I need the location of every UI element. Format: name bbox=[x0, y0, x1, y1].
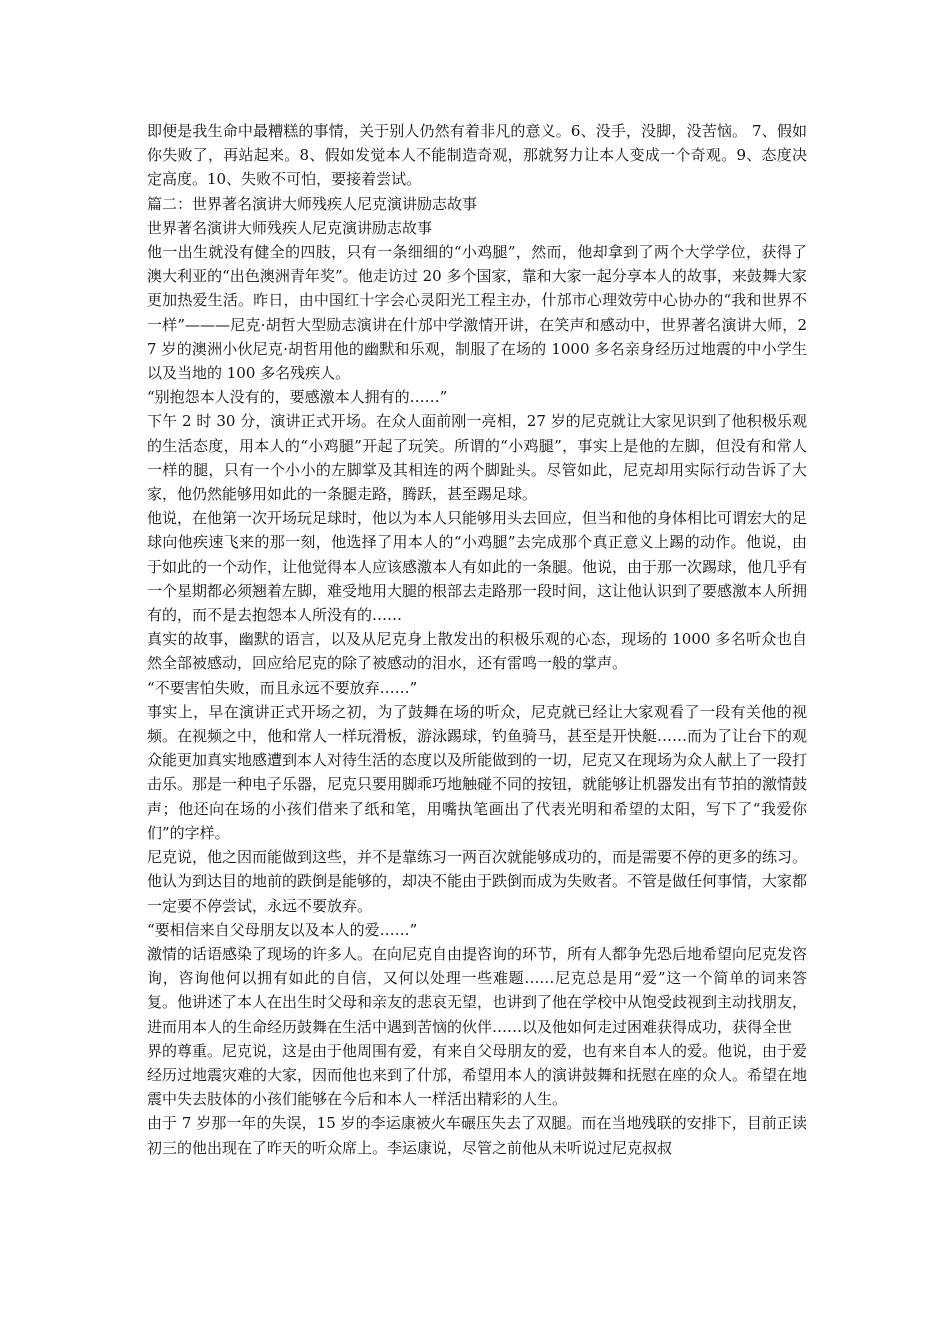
paragraph: 他一出生就没有健全的四肢，只有一条细细的“小鸡腿”，然而，他却拿到了两个大学学位，获得了澳大利亚的“出色澳洲青年奖”。他走访过 20 多个国家，靠和大家一起分享本人的故事，来鼓舞大家更加热爱生活。昨日，由中国红十字会心灵阳光工程主办，什邡市心理效劳中心协办的“我和世界不一样”———尼克·胡哲大型励志演讲在什邡中学激情开讲，在笑声和感动中，世界著名演讲大师，27 岁的澳洲小伙尼克·胡哲用他的幽默和乐观，制服了在场的 1000 多名亲身经历过地震的中小学生以及当地的 100 多名残疾人。 bbox=[147, 243, 807, 383]
quote-heading: “别抱怨本人没有的，要感激本人拥有的……” bbox=[147, 388, 448, 407]
paragraph: 激情的话语感染了现场的许多人。在向尼克自由提咨询的环节，所有人都争先恐后地希望向尼克发咨询，咨询他何以拥有如此的自信，又何以处理一些难题……尼克总是用“爱”这一个简单的词来答复。他讲述了本人在出生时父母和亲友的悲哀无望，也讲到了他在学校中从饱受歧视到主动找朋友，进而用本人的生命经历鼓舞在生活中遇到苦恼的伙伴……以及他如何走过困难获得成功，获得全世 bbox=[147, 944, 808, 1036]
article-title: 世界著名演讲大师残疾人尼克演讲励志故事 bbox=[147, 218, 433, 237]
paragraph-intro-list: 即便是我生命中最糟糕的事情，关于别人仍然有着非凡的意义。6、没手，没脚，没苦恼。 7、假如你失败了，再站起来。8、假如发觉本人不能制造奇观，那就努力让本人变成一个奇观。9、态度决定高度。10、失败不可怕，要接着尝试。 bbox=[147, 122, 807, 189]
document-body bbox=[147, 119, 807, 1160]
paragraph: 下午 2 时 30 分，演讲正式开场。在众人面前刚一亮相，27 岁的尼克就让大家见识到了他积极乐观的生活态度，用本人的“小鸡腿”开起了玩笑。所谓的“小鸡腿”，事实上是他的左脚，但没有和常人一样的腿，只有一个小小的左脚掌及其相连的两个脚趾头。尽管如此，尼克却用实际行动告诉了大家，他仍然能够用如此的一条腿走路，腾跃，甚至踢足球。 bbox=[147, 412, 807, 504]
paragraph: 由于 7 岁那一年的失误，15 岁的李运康被火车碾压失去了双腿。而在当地残联的安排下，目前正读初三的他出现在了昨天的听众席上。李运康说，尽管之前他从未听说过尼克叔叔 bbox=[147, 1114, 807, 1157]
paragraph: 真实的故事，幽默的语言，以及从尼克身上散发出的积极乐观的心态，现场的 1000 多名听众也自然全部被感动，回应给尼克的除了被感动的泪水，还有雷鸣一般的掌声。 bbox=[147, 630, 807, 673]
paragraph: 界的尊重。尼克说，这是由于他周围有爱，有来自父母朋友的爱，也有来自本人的爱。他说，由于爱经历过地震灾难的大家，因而他也来到了什邡，希望用本人的演讲鼓舞和抚慰在座的众人。希望在地震中失去肢体的小孩们能够在今后和本人一样活出精彩的人生。 bbox=[147, 1041, 808, 1109]
quote-heading: “不要害怕失败，而且永远不要放弃……” bbox=[147, 678, 418, 697]
paragraph: 他说，在他第一次开场玩足球时，他以为本人只能够用头去回应，但当和他的身体相比可谓宏大的足球向他疾速飞来的那一刻，他选择了用本人的“小鸡腿”去完成那个真正意义上踢的动作。他说，由于如此的一个动作，让他觉得本人应该感激本人有如此的一条腿。他说，由于那一次踢球，他几乎有一个星期都必须翘着左脚，难受地用大腿的根部去走路那一段时间，这让他认识到了要感激本人所拥有的，而不是去抱怨本人所没有的…… bbox=[147, 509, 808, 625]
section-heading: 篇二：世界著名演讲大师残疾人尼克演讲励志故事 bbox=[147, 194, 478, 213]
paragraph: 尼克说，他之因而能做到这些，并不是靠练习一两百次就能够成功的，而是需要不停的更多的练习。他认为到达目的地前的跌倒是能够的，却决不能由于跌倒而成为失败者。不管是做任何事情，大家都一定要不停尝试，永远不要放弃。 bbox=[147, 848, 808, 915]
quote-heading: “要相信来自父母朋友以及本人的爱……” bbox=[147, 920, 418, 939]
paragraph: 事实上，早在演讲正式开场之初，为了鼓舞在场的听众，尼克就已经让大家观看了一段有关他的视频。在视频之中，他和常人一样玩滑板，游泳踢球，钓鱼骑马，甚至是开快艇……而为了让台下的观众能更加真实地感遭到本人对待生活的态度以及所能做到的一切，尼克又在现场为众人献上了一段打击乐。那是一种电子乐器，尼克只要用脚乖巧地触碰不同的按钮，就能够让机器发出有节拍的激情鼓声；他还向在场的小孩们借来了纸和笔，用嘴执笔画出了代表光明和希望的太阳，写下了“我爱你们”的字样。 bbox=[147, 702, 808, 842]
